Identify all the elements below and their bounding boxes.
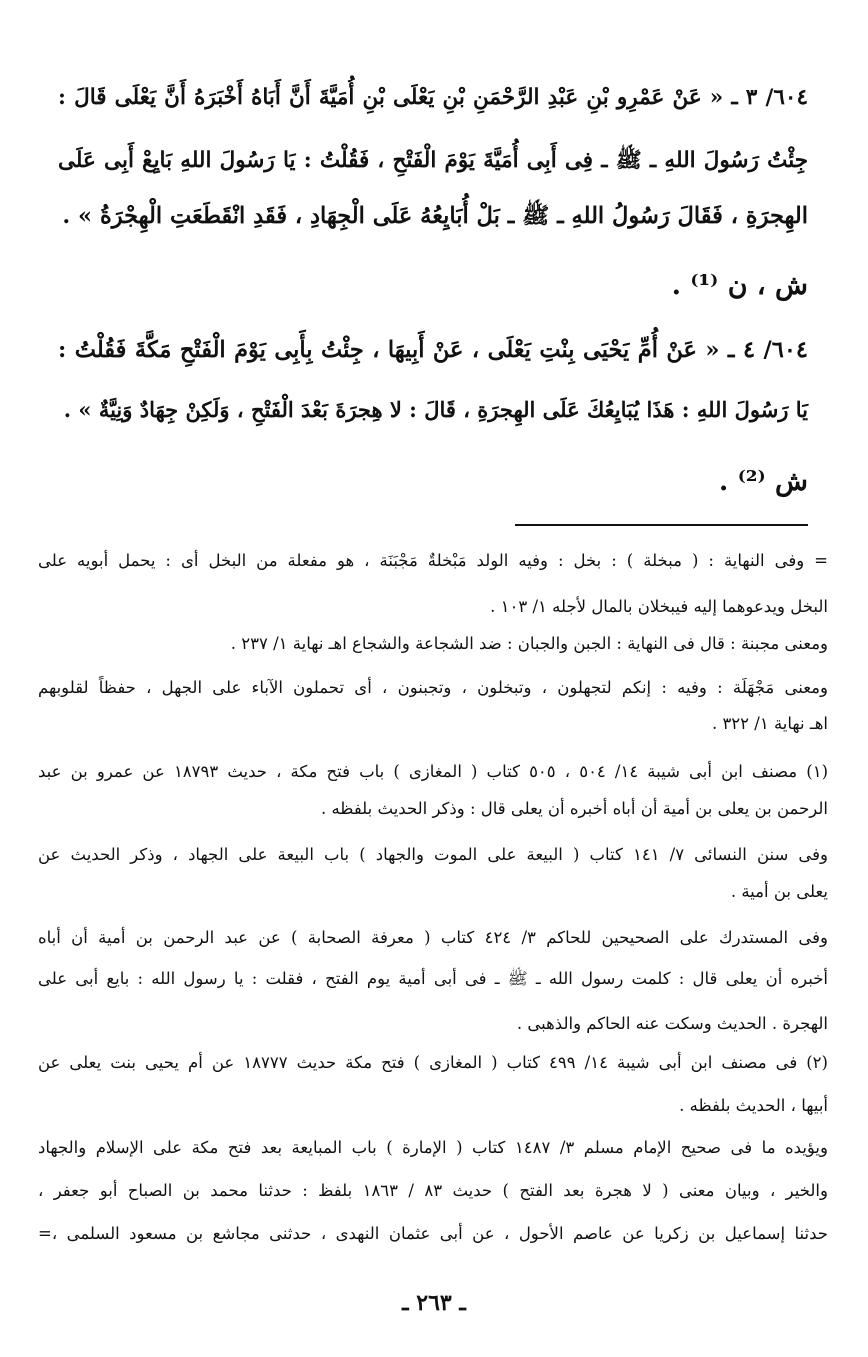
hadith-4-source: ش ⁽²⁾ .: [718, 466, 808, 497]
footnote-line: الهجرة . الحديث وسكت عنه الحاكم والذهبى .: [516, 1014, 828, 1033]
hadith-4-line-2: يَا رَسُولَ اللهِ : هَذَا يُبَايِعُكَ عَلَى الهِجرَةِ ، قَالَ : لا هِجرَةَ بَعْدَ الْفَتْحِ ، وَلَكِنْ جِهَادٌ وَنِيَّةٌ » .: [63, 397, 808, 422]
page-number: ـ ٢٦٣ ـ: [402, 1290, 466, 1316]
footnote-line: اهـ نهاية ١/ ٣٢٢ .: [711, 714, 828, 733]
footnote-line: ويؤيده ما فى صحيح الإمام مسلم ٣/ ١٤٨٧ كتاب ( الإمارة ) باب المبايعة بعد فتح مكة على الإسلام والجهاد: [38, 1138, 828, 1157]
hadith-3-line-1: ٦٠٤/ ٣ ـ « عَنْ عَمْرِو بْنِ عَبْدِ الرَّحْمَنِ بْنِ يَعْلَى بْنِ أُمَيَّةَ أَنَّ أَبَاهُ أَخْبَرَهُ أَنَّ يَعْلَى قَالَ :: [58, 85, 808, 110]
footnote-line: أخبره أن يعلى قال : كلمت رسول الله ـ ﷺ ـ فى أبى أمية يوم الفتح ، فقلت : يا رسول الله : بايع أبى على: [38, 969, 828, 988]
footnote-line: ومعنى مَجْهَلَة : وفيه : إنكم لتجهلون ، وتبخلون ، وتجبنون ، أى تحملون الآباء على الجهل ، حفظاً لقلوبهم: [38, 678, 828, 697]
footnote-line: أبيها ، الحديث بلفظه .: [679, 1096, 828, 1115]
footnote-line: ومعنى مجبنة : قال فى النهاية : الجبن والجبان : ضد الشجاعة والشجاع اهـ نهاية ١/ ٢٣٧ .: [230, 634, 828, 653]
footnote-line: البخل ويدعوهما إليه فيبخلان بالمال لأجله ١/ ١٠٣ .: [490, 597, 828, 616]
hadith-3-source: ش ، ن ⁽¹⁾ .: [671, 270, 808, 301]
hadith-4-line-1: ٦٠٤/ ٤ ـ « عَنْ أُمِّ يَحْيَى بِنْتِ يَعْلَى ، عَنْ أَبِيهَا ، جِئْتُ بِأَبِى يَوْمَ الْفَتْحِ مَكَّةَ فَقُلْتُ :: [58, 337, 808, 363]
footnote-line: (٢) فى مصنف ابن أبى شيبة ١٤/ ٤٩٩ كتاب ( المغازى ) فتح مكة حديث ١٨٧٧٧ عن أم يحيى بنت يعلى عن: [38, 1053, 828, 1072]
footnote-line: وفى سنن النسائى ٧/ ١٤١ كتاب ( البيعة على الموت والجهاد ) باب البيعة على الجهاد ، وذكر الحديث عن: [38, 845, 829, 864]
footnote-line: = وفى النهاية : ( مبخلة ) : بخل : وفيه الولد مَبْخلةٌ مَجْبَنَة ، هو مفعلة من البخل أى : يحمل أبويه على: [38, 551, 828, 570]
hadith-3-line-3: الهِجرَةِ ، فَقَالَ رَسُولُ اللهِ ـ ﷺ ـ بَلْ أُبَايِعُهُ عَلَى الْجِهَادِ ، فَقَدِ انْقَطَعَتِ الْهِجْرَةُ » .: [62, 203, 808, 229]
hadith-3-line-2: جِئْتُ رَسُولَ اللهِ ـ ﷺ ـ فِى أَبِى أُمَيَّةَ يَوْمَ الْفَتْحِ ، فَقُلْتُ : يَا رَسُولَ اللهِ بَايِعْ أَبِى عَلَى: [58, 148, 808, 173]
footnote-line: والخير ، وبيان معنى ( لا هجرة بعد الفتح ) حديث ٨٣ / ١٨٦٣ بلفظ : حدثنا محمد بن الصباح أبو جعفر ،: [38, 1181, 828, 1200]
footnote-line: الرحمن بن يعلى بن أمية أن أباه أخبره أن يعلى قال : وذكر الحديث بلفظه .: [320, 799, 828, 818]
footnote-line: (١) مصنف ابن أبى شيبة ١٤/ ٥٠٤ ، ٥٠٥ كتاب ( المغازى ) باب فتح مكة ، حديث ١٨٧٩٣ عن عمرو بن عبد: [38, 762, 828, 781]
footnote-line: حدثنا إسماعيل بن زكريا عن عاصم الأحول ، عن أبى عثمان النهدى ، حدثنى مجاشع بن مسعود السلمى ،=: [38, 1224, 828, 1243]
footnote-line: وفى المستدرك على الصحيحين للحاكم ٣/ ٤٢٤ كتاب ( معرفة الصحابة ) عن عبد الرحمن بن أمية أن أباه: [38, 928, 828, 947]
footnote-line: يعلى بن أمية .: [730, 882, 828, 901]
footnote-separator: [515, 524, 808, 526]
